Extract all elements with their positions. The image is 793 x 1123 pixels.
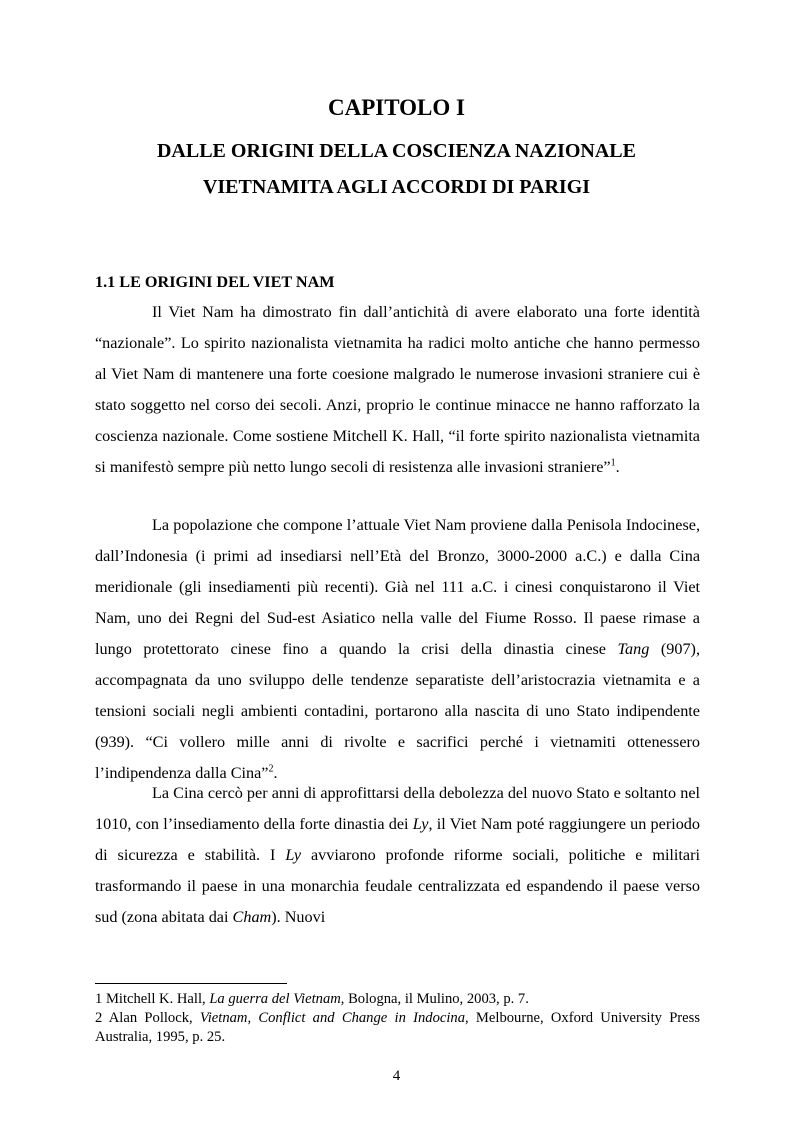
page-number: 4 bbox=[392, 1068, 401, 1084]
footnote-ref-1[interactable]: 1 bbox=[610, 457, 616, 469]
paragraph-1-end: . bbox=[615, 458, 620, 476]
paragraph-1 bbox=[95, 297, 700, 483]
paragraph-3-part-4: ). Nuovi bbox=[271, 908, 326, 926]
footnote-2-after: , Melbourne, Oxford University Press Australia, 1995, p. 25. bbox=[95, 1010, 701, 1045]
people-cham: Cham bbox=[232, 908, 272, 926]
dynasty-tang: Tang bbox=[617, 640, 650, 658]
footnote-separator bbox=[95, 983, 287, 984]
paragraph-2-part-2: (907), accompagnata da uno sviluppo delle tendenze separatiste dell’aristocrazia vietnamita e a tensioni sociali negli ambienti contadini, portarono alla nascita di uno Stato indipendente (939). “Ci vollero mille anni di rivolte e sacrifici perché i vietnamiti ottenessero l’indipendenza dalla Cina” bbox=[95, 640, 700, 782]
section-heading: 1.1 LE ORIGINI DEL VIET NAM bbox=[95, 273, 335, 291]
chapter-subtitle-line-2: VIETNAMITA AGLI ACCORDI DI PARIGI bbox=[202, 176, 591, 198]
footnote-2-title: Vietnam, Conflict and Change in Indocina bbox=[199, 1010, 466, 1026]
paragraph-2 bbox=[95, 510, 700, 789]
dynasty-ly-1: Ly bbox=[412, 815, 429, 833]
footnote-2-number: 2 bbox=[95, 1010, 103, 1026]
footnote-1-title: La guerra del Vietnam bbox=[209, 991, 341, 1007]
footnote-1-number: 1 bbox=[95, 991, 103, 1007]
footnote-2-before: Alan Pollock, bbox=[102, 1010, 200, 1026]
chapter-title: CAPITOLO I bbox=[328, 95, 465, 120]
paragraph-1-text: Il Viet Nam ha dimostrato fin dall’antichità di avere elaborato una forte identità “nazionale”. Lo spirito nazionalista vietnamita ha radici molto antiche che hanno permesso al Viet Nam di mantenere una forte coesione malgrado le numerose invasioni straniere cui è stato soggetto nel corso dei secoli. Anzi, proprio le continue minacce ne hanno rafforzato la coscienza nazionale. Come sostiene Mitchell K. Hall, “il forte spirito nazionalista vietnamita si manifestò sempre più netto lungo secoli di resistenza alle invasioni straniere” bbox=[95, 303, 700, 476]
dynasty-ly-2: Ly bbox=[285, 846, 302, 864]
paragraph-2-part-1: La popolazione che compone l’attuale Viet Nam proviene dalla Penisola Indocinese, dall’Indonesia (i primi ad insediarsi nell’Età del Bronzo, 3000-2000 a.C.) e dalla Cina meridionale (gli insediamenti più recenti). Già nel 111 a.C. i cinesi conquistarono il Viet Nam, uno dei Regni del Sud-est Asiatico nella valle del Fiume Rosso. Il paese rimase a lungo protettorato cinese fino a quando la crisi della dinastia cinese bbox=[95, 516, 700, 658]
paragraph-3 bbox=[95, 778, 700, 933]
paragraph-2-end: . bbox=[273, 764, 278, 782]
paragraph-3-part-2: , il Viet Nam poté raggiungere un periodo di sicurezza e stabilità. I bbox=[95, 815, 700, 864]
footnotes bbox=[95, 990, 700, 1047]
footnote-1 bbox=[95, 990, 700, 1009]
paragraph-3-part-1: La Cina cercò per anni di approfittarsi della debolezza del nuovo Stato e soltanto nel 1010, con l’insediamento della forte dinastia dei bbox=[95, 784, 700, 833]
footnote-1-before: Mitchell K. Hall, bbox=[102, 991, 210, 1007]
chapter-subtitle-line-1: DALLE ORIGINI DELLA COSCIENZA NAZIONALE bbox=[156, 140, 636, 162]
paragraph-3-part-3: avviarono profonde riforme sociali, politiche e militari trasformando il paese in una monarchia feudale centralizzata ed espandendo il paese verso sud (zona abitata dai bbox=[95, 846, 701, 926]
footnote-ref-2[interactable]: 2 bbox=[268, 763, 274, 775]
footnote-1-after: , Bologna, il Mulino, 2003, p. 7. bbox=[340, 991, 529, 1007]
footnote-2 bbox=[95, 1009, 700, 1047]
